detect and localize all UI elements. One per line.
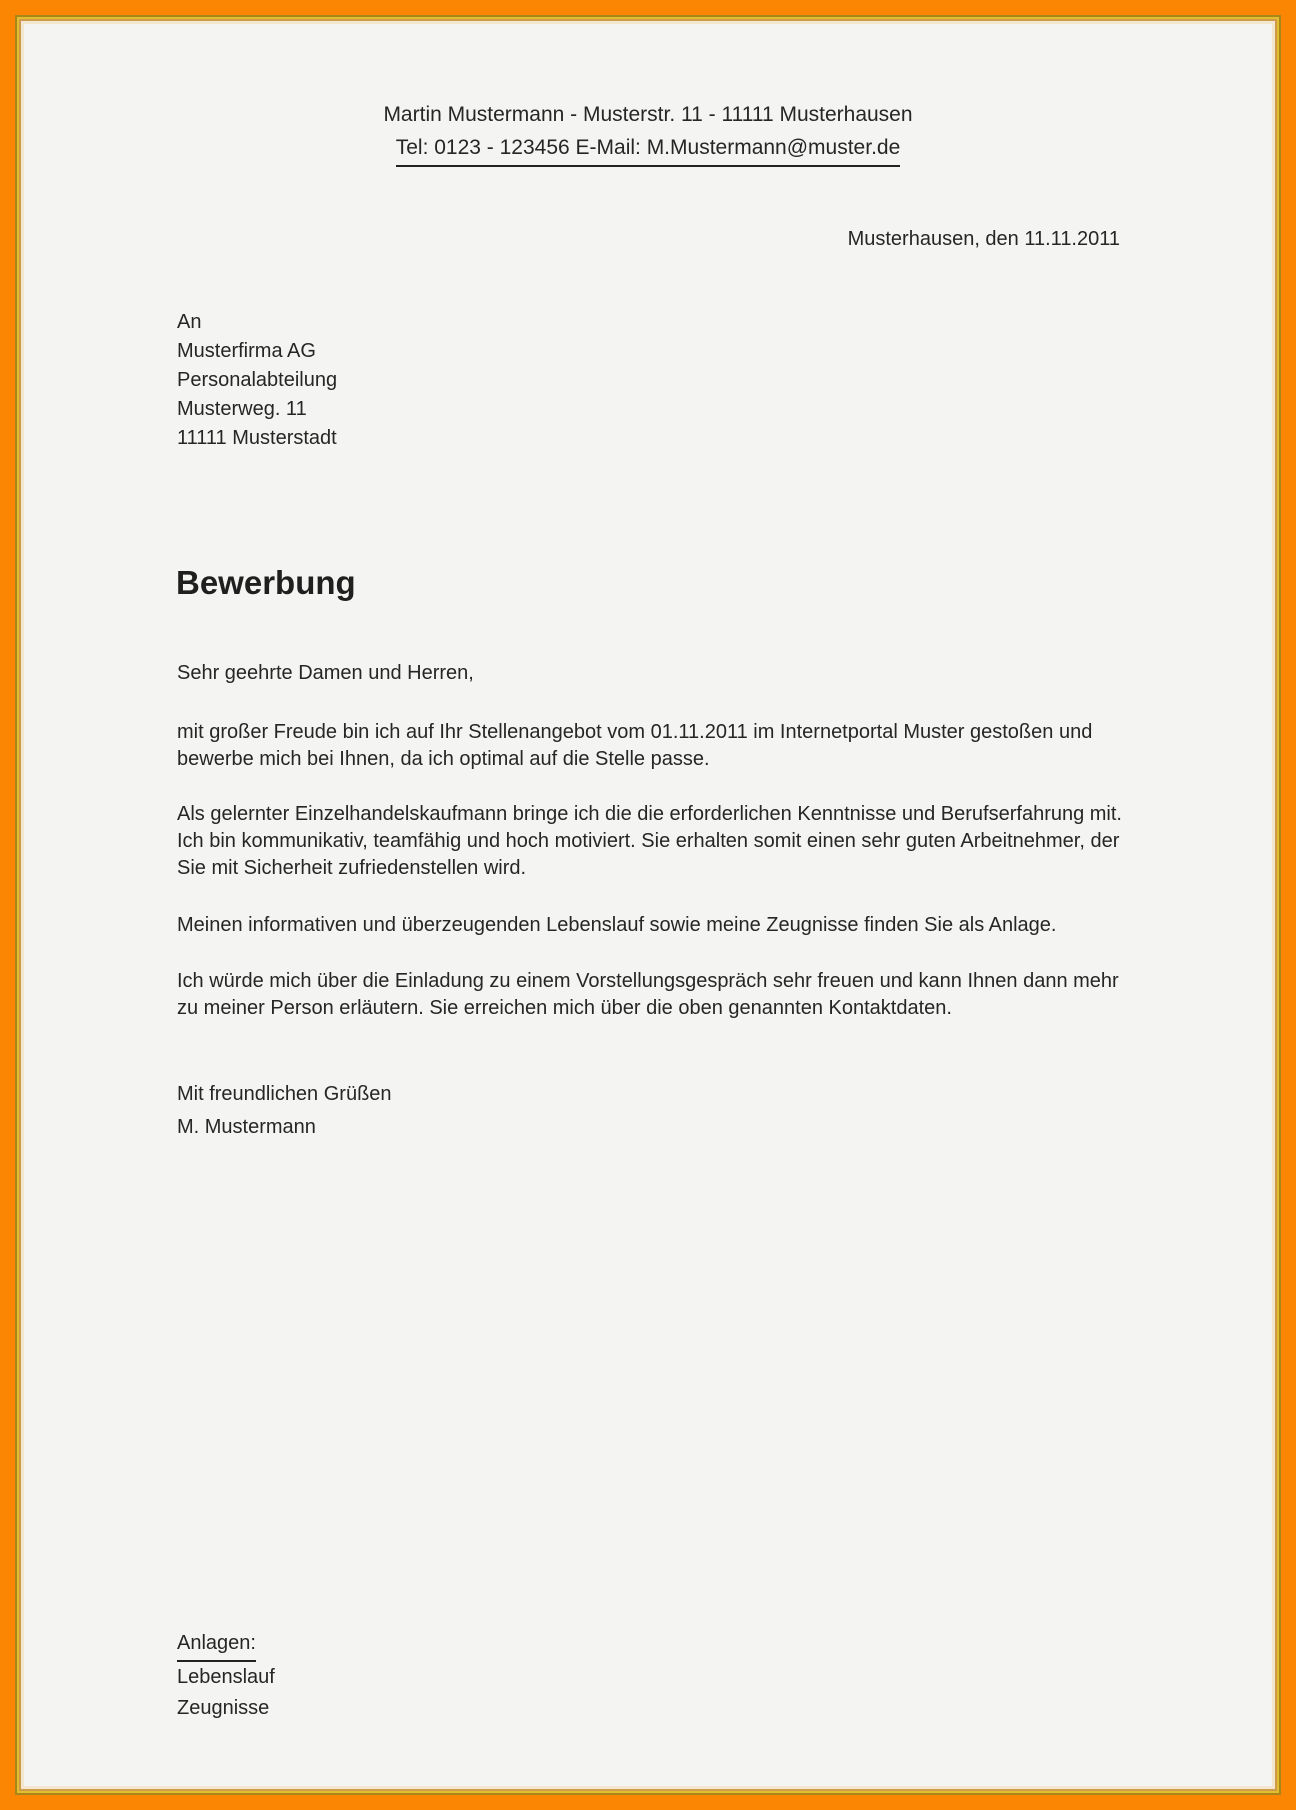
recipient-address-block (177, 308, 337, 453)
sender-address-line: Martin Mustermann - Musterstr. 11 - 11111 Musterhausen (383, 103, 913, 126)
attachments-label: Anlagen: (177, 1628, 256, 1662)
subject-heading: Bewerbung (176, 564, 356, 601)
recipient-line: Musterweg. 11 (177, 398, 307, 420)
body-paragraph: Meinen informativen und überzeugenden Lebenslauf sowie meine Zeugnisse finden Sie als Anlage. (177, 914, 1057, 936)
place-date-line: Musterhausen, den 11.11.2011 (847, 228, 1120, 250)
recipient-line: An (177, 311, 202, 333)
attachments-block (177, 1628, 275, 1724)
sender-contact-line: Tel: 0123 - 123456 E-Mail: M.Mustermann@muster.de (396, 131, 901, 167)
recipient-line: Personalabteilung (177, 369, 338, 391)
signature-name: M. Mustermann (177, 1116, 316, 1138)
body-paragraph: Ich würde mich über die Einladung zu einem Vorstellungsgespräch sehr freuen und kann Ihnen dann mehr zu meiner Person erläutern. Sie erreichen mich über die oben genannten Kontaktdaten. (177, 970, 1119, 1019)
sender-header (0, 98, 1296, 167)
body-paragraph: Als gelernter Einzelhandelskaufmann bringe ich die die erforderlichen Kenntnisse und Berufserfahrung mit. Ich bin kommunikativ, teamfähig und hoch motiviert. Sie erhalten somit einen sehr guten Arbeitnehmer, der Sie mit Sicherheit zufriedenstellen wird. (177, 803, 1122, 879)
attachment-item: Lebenslauf (177, 1666, 275, 1688)
body-paragraph: mit großer Freude bin ich auf Ihr Stellenangebot vom 01.11.2011 im Internetportal Muster gestoßen und bewerbe mich bei Ihnen, da ich optimal auf die Stelle passe. (177, 721, 1093, 770)
attachment-item: Zeugnisse (177, 1697, 270, 1719)
closing-phrase: Mit freundlichen Grüßen (177, 1083, 392, 1105)
recipient-line: Musterfirma AG (177, 340, 316, 362)
recipient-line: 11111 Musterstadt (177, 427, 337, 449)
salutation: Sehr geehrte Damen und Herren, (177, 662, 474, 684)
closing-block (177, 1078, 392, 1144)
